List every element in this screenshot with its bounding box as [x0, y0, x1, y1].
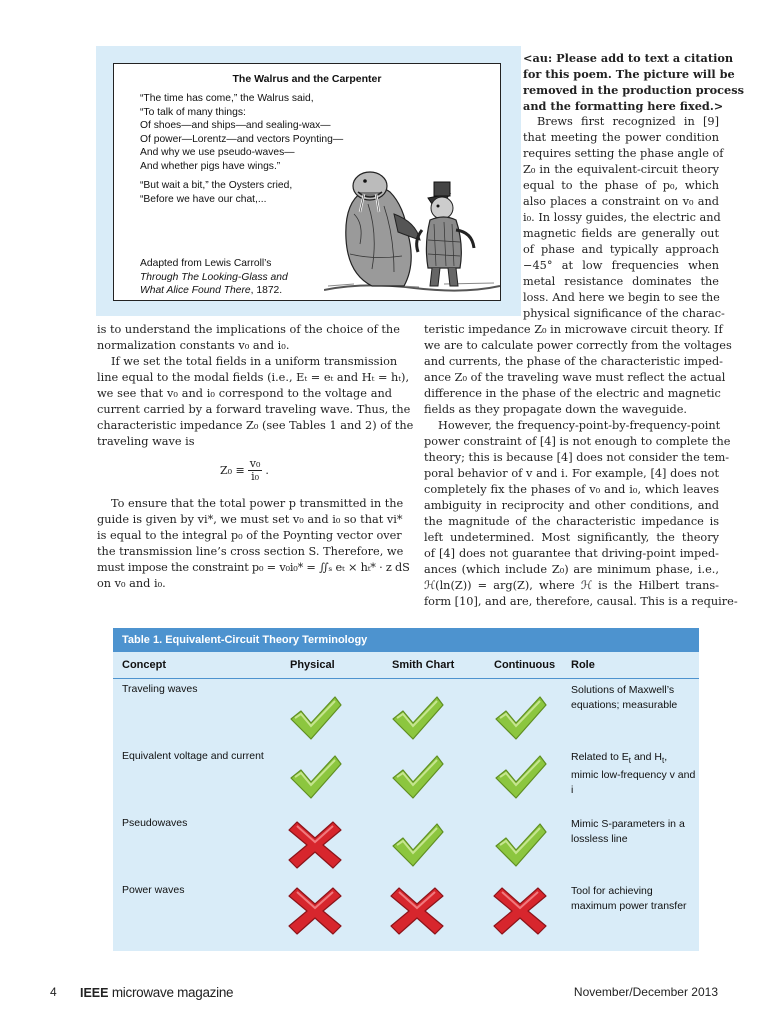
note-line: for this poem. The picture will be [523, 67, 735, 81]
text-line: Brews first recognized in [9] [537, 115, 719, 128]
role-subscript: t [661, 756, 665, 766]
header-concept: Concept [122, 659, 166, 671]
text-line: To ensure that the total power p transmitted in the [111, 497, 404, 510]
poem-line: Of power—Lorentz—and vectors Poynting— [140, 133, 344, 145]
equation-z0 [220, 458, 269, 483]
sidebar-background-tail [421, 300, 521, 316]
text-line: i₀. In lossy guides, the electric and [523, 211, 721, 224]
attribution-line [140, 284, 288, 298]
left-column-paragraph-0 [97, 322, 400, 354]
walrus-carpenter-illustration [324, 144, 500, 294]
header-continuous: Continuous [494, 659, 556, 671]
right-column-paragraph-1 [424, 322, 732, 418]
note-line: <au: Please add to text a citation [523, 51, 734, 65]
magazine-ieee: IEEE [80, 986, 109, 1000]
magazine-name [80, 985, 233, 1000]
text-line: magnetic fields are generally out [523, 227, 719, 240]
attribution-line: Adapted from Lewis Carroll’s [140, 258, 272, 269]
cell-concept: Power waves [122, 884, 185, 896]
cell-role: Mimic S-parameters in a lossless line [571, 818, 685, 845]
cross-icon [287, 886, 343, 936]
header-physical: Physical [290, 659, 335, 671]
left-column-paragraph-2 [97, 496, 410, 592]
check-icon [389, 693, 445, 743]
text-line: must impose the constraint p₀ = v₀i₀* = ∬ₛ eₜ × hₜ* · z dS [97, 561, 410, 574]
cell-concept: Equivalent voltage and current [122, 750, 264, 762]
check-icon [287, 693, 343, 743]
text-line: requires setting the phase angle of [523, 147, 724, 160]
role-text: mimic low-frequency v and i [571, 769, 696, 797]
equation-lhs: Z₀ ≡ [220, 464, 245, 477]
poem-line: “Before we have our chat,... [140, 193, 267, 205]
text-line: left undetermined. Most significantly, the theory [424, 531, 719, 544]
note-line: and the formatting here fixed.> [523, 99, 724, 113]
text-line: fields as they propagate down the waveguide. [424, 403, 687, 416]
text-line: loss. And here we begin to see the [523, 291, 720, 304]
text-line: completely fix the phases of v₀ and i₀, which leaves [424, 483, 719, 496]
right-column-paragraph-2 [424, 418, 738, 610]
terminology-table [113, 628, 699, 951]
attribution-book-title: Through The Looking-Glass and [140, 271, 288, 283]
text-line: guide is given by vi*, we must set v₀ and i₀ so that vi* [97, 513, 403, 526]
attribution-year: , 1872. [250, 285, 283, 296]
equation-denominator: i₀ [251, 470, 260, 483]
text-line: the magnitude of the characteristic impedance is [424, 515, 719, 528]
text-line: teristic impedance Z₀ in microwave circuit theory. If [424, 323, 723, 336]
poem-title: The Walrus and the Carpenter [232, 73, 382, 85]
poem-line: “But wait a bit,” the Oysters cried, [140, 180, 293, 191]
cell-role: Tool for achieving maximum power transfer [571, 885, 687, 912]
equation-period: . [265, 464, 269, 477]
text-line: the transmission line’s cross section S. Therefore, we [97, 545, 404, 558]
editor-note [523, 50, 744, 114]
cell-concept: Pseudowaves [122, 817, 188, 829]
role-text: , [664, 751, 668, 763]
text-line: Z₀ in the equivalent-circuit theory [523, 163, 719, 176]
role-subscript: t [628, 756, 632, 766]
check-icon [492, 693, 548, 743]
text-line: ances (which include Z₀) are minimum phase, i.e., [424, 563, 719, 576]
page-number: 4 [50, 985, 57, 999]
text-line: of [4] does not guarantee that driving-point imped- [424, 547, 719, 560]
text-line: If we set the total fields in a uniform transmission [111, 355, 398, 368]
text-line: poral behavior of v and i. For example, [4] does not [424, 467, 719, 480]
attribution-book-title-2: What Alice Found There [140, 285, 251, 296]
text-line: normalization constants v₀ and i₀. [97, 339, 290, 352]
poem-box [113, 63, 501, 301]
header-role: Role [571, 659, 595, 671]
role-text: and H [631, 751, 662, 763]
text-line: of phase and typically approach [523, 243, 719, 256]
header-smith-chart: Smith Chart [392, 659, 455, 671]
cell-concept: Traveling waves [122, 683, 198, 695]
note-line: removed in the production process [523, 83, 744, 97]
text-line: traveling wave is [97, 435, 195, 448]
equation-numerator: v₀ [249, 457, 261, 470]
attribution-line [140, 271, 288, 285]
text-line: −45° at low frequencies when [523, 259, 719, 272]
poem-attribution [140, 257, 288, 298]
table-header-row [113, 652, 699, 679]
cell-role: Solutions of Maxwell’s equations; measurable [571, 684, 678, 711]
cross-icon [287, 820, 343, 870]
cell-role [571, 750, 696, 798]
text-line: is equal to the integral p₀ of the Poynting vector over [97, 529, 402, 542]
text-line: ance Z₀ of the traveling wave must reflect the actual [424, 371, 726, 384]
text-line: theory; this is because [4] does not consider the tem- [424, 451, 730, 464]
cross-icon [389, 886, 445, 936]
poem-line: And whether pigs have wings.” [140, 160, 281, 172]
text-line: and currents, the phase of the characteristic imped- [424, 355, 723, 368]
magazine-title: microwave magazine [111, 985, 234, 1000]
left-column-paragraph-1 [97, 354, 414, 450]
text-line: we are to calculate power correctly from the voltages [424, 339, 732, 352]
text-line: is to understand the implications of the choice of the [97, 323, 400, 336]
text-line: current carried by a forward traveling wave. Thus, the [97, 403, 411, 416]
check-icon [492, 820, 548, 870]
equation-fraction [248, 458, 263, 483]
right-column-top-paragraph [523, 114, 725, 322]
text-line: power constraint of [4] is not enough to complete the [424, 435, 731, 448]
text-line: on v₀ and i₀. [97, 577, 166, 590]
text-line: However, the frequency-point-by-frequency-point [438, 419, 721, 432]
check-icon [287, 752, 343, 802]
poem-line: And why we use pseudo-waves— [140, 147, 295, 158]
check-icon [492, 752, 548, 802]
issue-date: November/December 2013 [573, 985, 718, 999]
role-text: Related to E [571, 751, 629, 763]
table-title: Table 1. Equivalent-Circuit Theory Terminology [113, 628, 699, 652]
poem-line: “To talk of many things: [140, 106, 246, 118]
text-line: ambiguity in reciprocity and other conditions, and [424, 499, 719, 512]
text-line: physical significance of the charac- [523, 307, 725, 320]
poem-stanza-1 [140, 92, 343, 173]
text-line: equal to the phase of p₀, which [523, 179, 719, 192]
text-line: line equal to the modal fields (i.e., Eₜ = eₜ and Hₜ = hₜ), [97, 371, 410, 384]
text-line: also places a constraint on v₀ and [523, 195, 719, 208]
poem-line: Of shoes—and ships—and sealing-wax— [140, 120, 331, 131]
cross-icon [492, 886, 548, 936]
text-line: form [10], and are, therefore, causal. This is a require- [424, 595, 738, 608]
check-icon [389, 820, 445, 870]
text-line: ℋ(ln(Z)) = arg(Z), where ℋ is the Hilbert trans- [424, 579, 719, 592]
text-line: we see that v₀ and i₀ correspond to the voltage and [97, 387, 392, 400]
poem-stanza-2 [140, 179, 292, 206]
text-line: metal resistance dominates the [523, 275, 719, 288]
text-line: that meeting the power condition [523, 131, 719, 144]
check-icon [389, 752, 445, 802]
poem-line: “The time has come,” the Walrus said, [140, 93, 314, 104]
text-line: characteristic impedance Z₀ (see Tables 1 and 2) of the [97, 419, 414, 432]
text-line: difference in the phase of the electric and magnetic [424, 387, 721, 400]
